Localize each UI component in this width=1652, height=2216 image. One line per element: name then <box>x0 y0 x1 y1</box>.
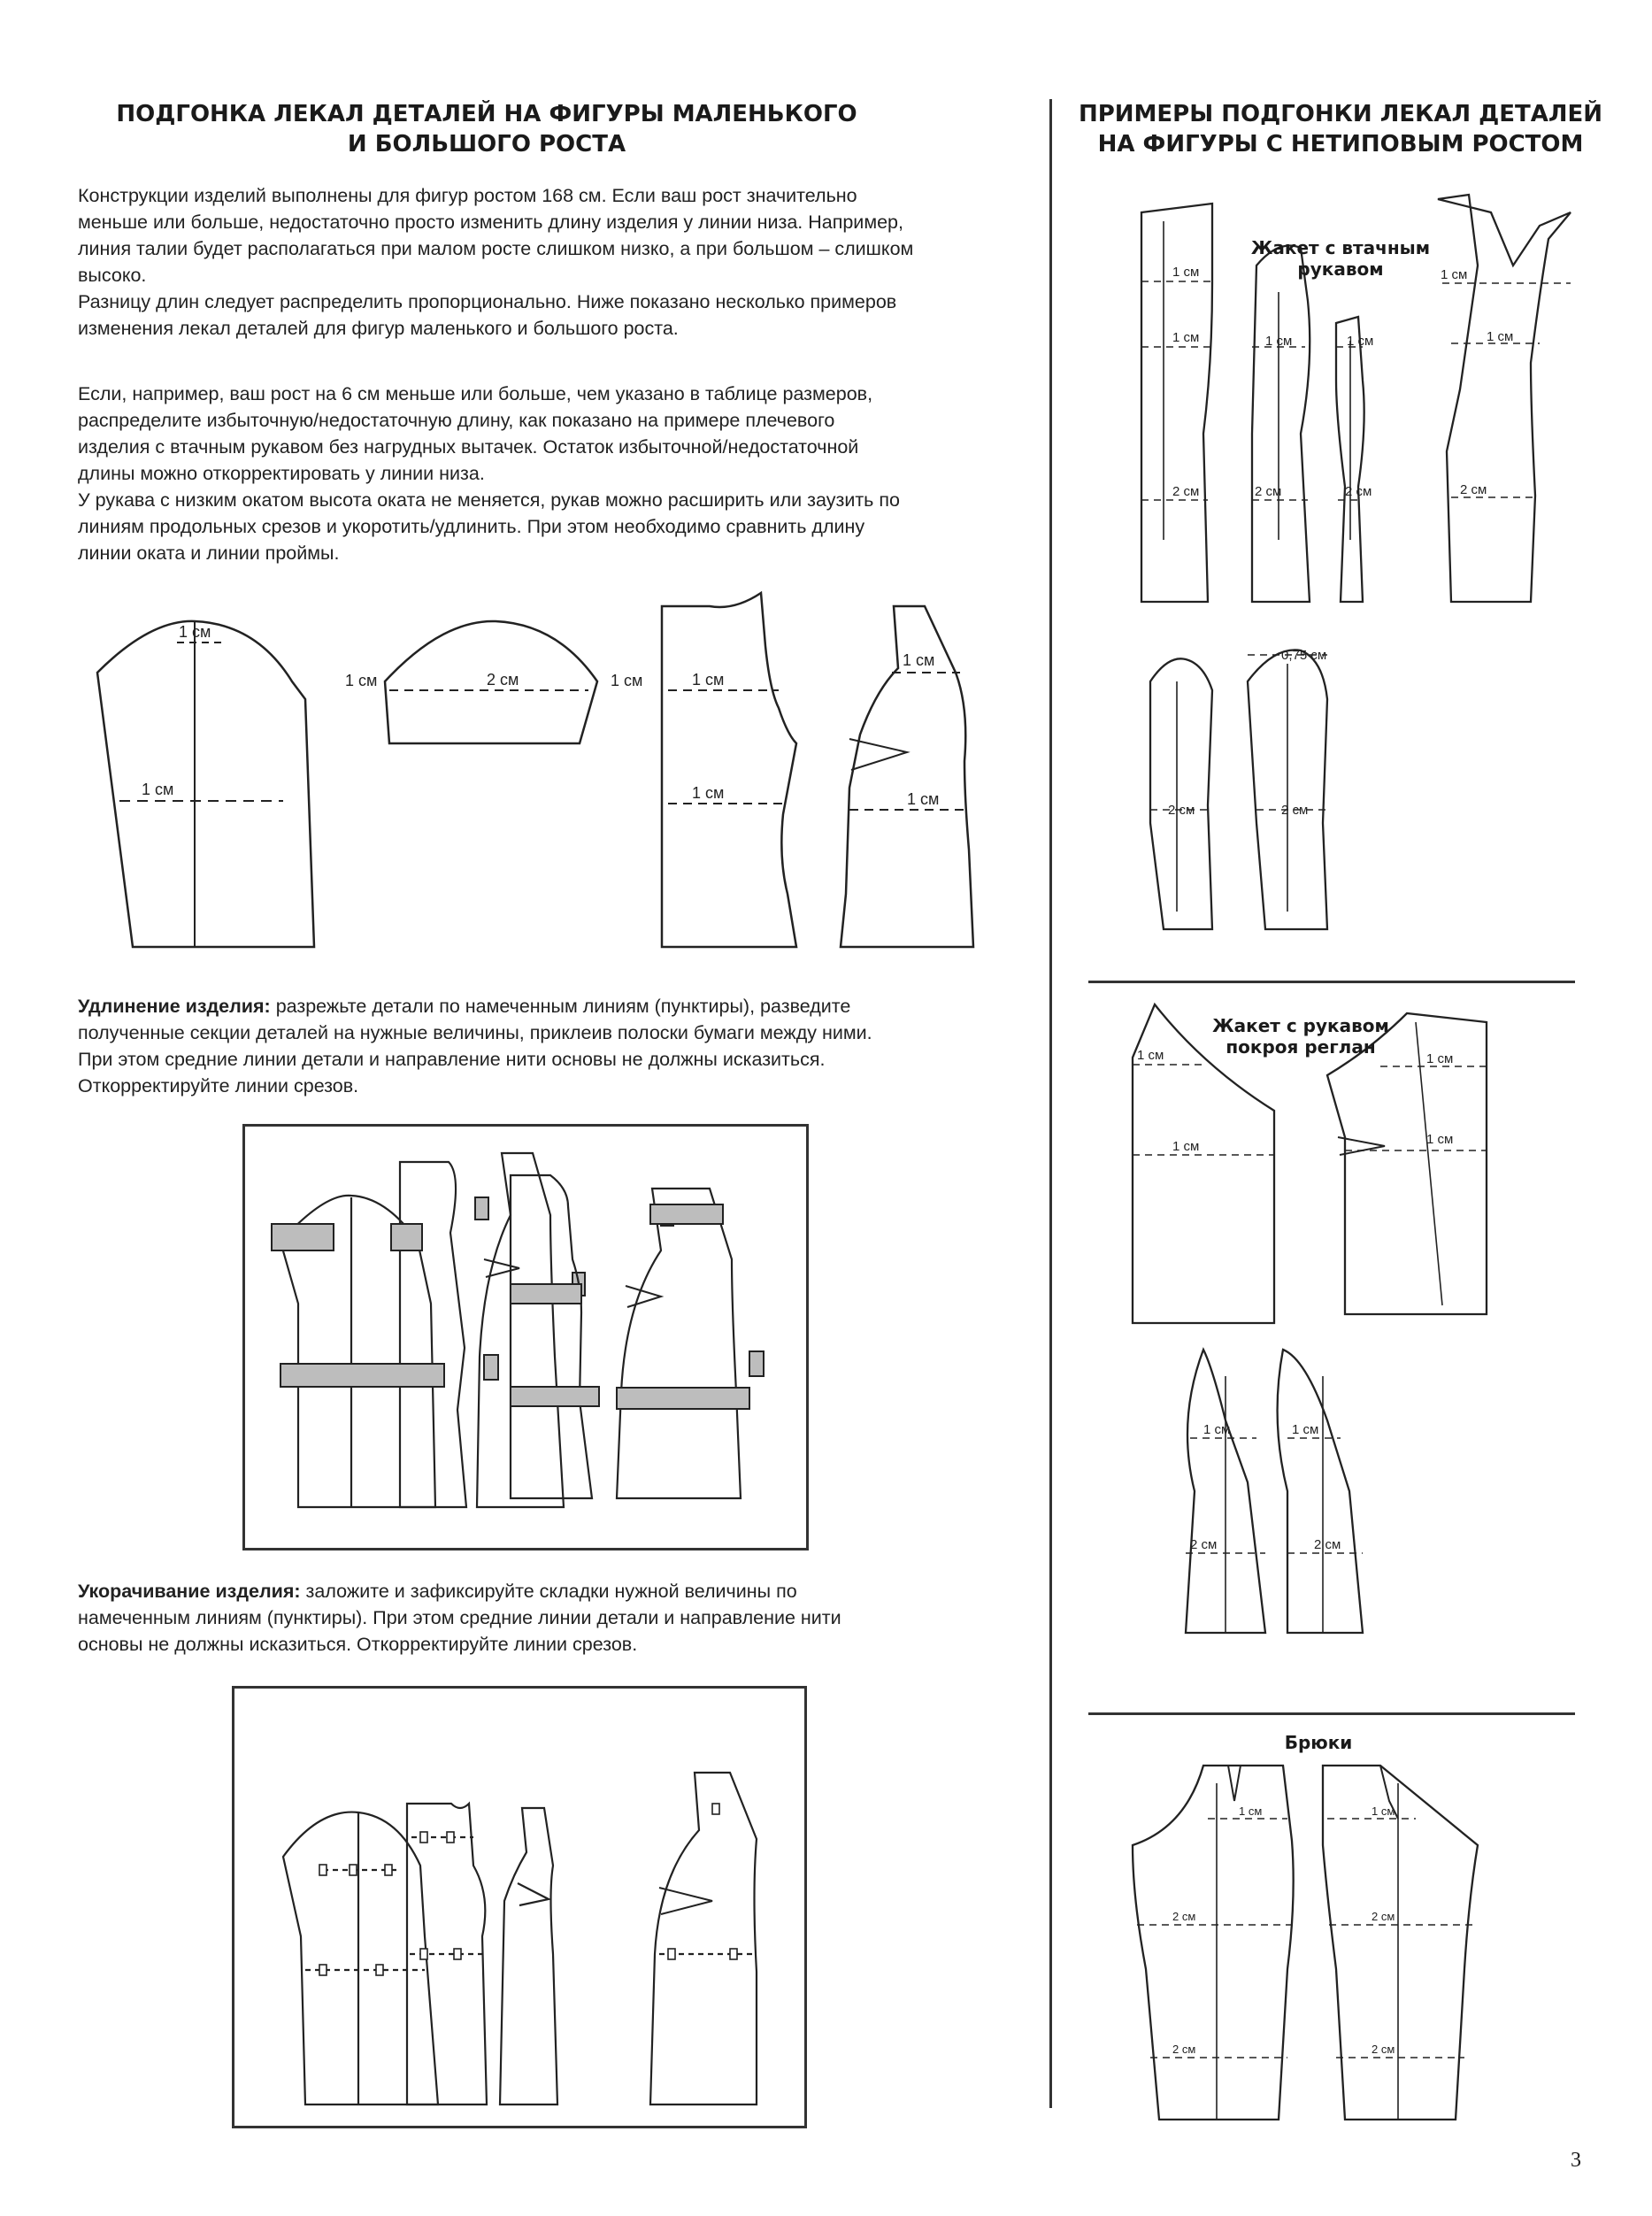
label: 2 см <box>1372 1910 1395 1923</box>
label-back-lower: 1 см <box>692 784 725 802</box>
text-line: полученные секции деталей на нужные величины, приклеив полоски бумаги между ними. <box>78 1022 872 1043</box>
pattern-adjustment-diagram <box>80 584 1018 965</box>
label: 1 см <box>1487 329 1514 344</box>
label: 2 см <box>1345 484 1372 499</box>
text-line: линия талии будет располагаться при малом росте слишком низко, а при большом – слишком <box>78 238 914 259</box>
section-divider <box>1088 1712 1575 1715</box>
jacket-set-in-sleeve-diagram <box>1088 186 1637 965</box>
label-front-lower: 1 см <box>907 790 940 808</box>
paper-strip <box>484 1355 498 1380</box>
label: 2 см <box>1172 1910 1196 1923</box>
right-title-line: НА ФИГУРЫ С НЕТИПОВЫМ РОСТОМ <box>1097 131 1584 158</box>
label: 2 см <box>1172 484 1200 499</box>
label-cap-mid: 2 см <box>487 671 519 689</box>
page-number: 3 <box>1571 2149 1581 2172</box>
text-line: длины можно откорректировать у линии низа. <box>78 463 485 484</box>
paper-strip <box>280 1364 444 1387</box>
label: 1 см <box>1137 1048 1164 1063</box>
text-line: При этом средние линии детали и направление нити основы не должны исказиться. <box>78 1049 826 1070</box>
label: 2 см <box>1281 803 1309 818</box>
label-sleeve-top: 1 см <box>179 623 211 641</box>
label: 2 см <box>1372 2043 1395 2056</box>
shortening-diagram <box>234 1689 804 2126</box>
text-line: намеченным линиям (пунктиры). При этом средние линии детали и направление нити <box>78 1607 841 1628</box>
label: 1 см <box>1239 1804 1263 1818</box>
label: 2 см <box>1255 484 1282 499</box>
text-line: Если, например, ваш рост на 6 см меньше или больше, чем указано в таблице размеров, <box>78 383 873 404</box>
text-line: У рукава с низким окатом высота оката не меняется, рукав можно расширить или заузить по <box>78 489 900 511</box>
trousers-diagram <box>1124 1757 1495 2133</box>
paper-strip <box>272 1224 334 1250</box>
label-cap-left: 1 см <box>345 672 378 689</box>
sleeve-pattern <box>97 621 314 947</box>
label: 1 см <box>1372 1804 1395 1818</box>
shortening-figure-box <box>232 1686 807 2128</box>
label: 1 см <box>1172 330 1200 345</box>
label: 2 см <box>1190 1537 1218 1552</box>
text-line: разрежьте детали по намеченным линиям (пунктиры), разведите <box>270 996 851 1017</box>
label-cap-right: 1 см <box>611 672 643 689</box>
jacket-raglan-diagram <box>1115 996 1610 1668</box>
label: 1 см <box>1172 265 1200 280</box>
label: 0,75 см <box>1281 648 1327 663</box>
paper-strip <box>475 1197 488 1220</box>
lengthening-diagram <box>245 1127 806 1548</box>
lengthen-heading: Удлинение изделия: <box>78 996 271 1017</box>
text-line: заложите и зафиксируйте складки нужной величины по <box>300 1581 797 1602</box>
text-line: основы не должны исказиться. Откорректируйте линии срезов. <box>78 1634 638 1655</box>
label: 2 см <box>1172 2043 1196 2056</box>
label: 2 см <box>1168 803 1195 818</box>
label: 1 см <box>1265 334 1293 349</box>
trousers-caption: Брюки <box>1284 1732 1353 1753</box>
paper-strip <box>391 1224 422 1250</box>
text-line: линиям продольных срезов и укоротить/удлинить. При этом необходимо сравнить длину <box>78 516 865 537</box>
left-title-line: И БОЛЬШОГО РОСТА <box>347 131 626 158</box>
label-back-upper: 1 см <box>692 671 725 689</box>
right-title <box>1062 99 1619 159</box>
column-divider <box>1049 99 1052 2108</box>
label: 1 см <box>1347 334 1374 349</box>
label: 2 см <box>1460 482 1487 497</box>
label-front-upper: 1 см <box>903 651 935 669</box>
label: 1 см <box>1426 1051 1454 1066</box>
shortening-paragraph <box>78 1578 998 1658</box>
lengthening-figure-box <box>242 1124 809 1550</box>
label: 1 см <box>1441 267 1468 282</box>
height-paragraph <box>78 381 998 566</box>
jacket-raglan-caption: Жакет с рукавом покроя реглан <box>1212 1015 1389 1058</box>
section-divider <box>1088 981 1575 983</box>
text-line: изделия с втачным рукавом без нагрудных вытачек. Остаток избыточной/недостаточной <box>78 436 859 458</box>
text-line: меньше или больше, недостаточно просто изменить длину изделия у линии низа. Например, <box>78 212 903 233</box>
shorten-heading: Укорачивание изделия: <box>78 1581 301 1602</box>
left-title <box>88 99 885 159</box>
label: 1 см <box>1203 1422 1231 1437</box>
text-line: Откорректируйте линии срезов. <box>78 1075 359 1096</box>
text-line: Разницу длин следует распределить пропорционально. Ниже показано несколько примеров <box>78 291 897 312</box>
text-line: распределите избыточную/недостаточную длину, как показано на примере плечевого <box>78 410 835 431</box>
text-line: Конструкции изделий выполнены для фигур ростом 168 см. Если ваш рост значительно <box>78 185 857 206</box>
left-title-line: ПОДГОНКА ЛЕКАЛ ДЕТАЛЕЙ НА ФИГУРЫ МАЛЕНЬКОГО <box>116 101 857 127</box>
back-bodice-pattern <box>662 593 796 947</box>
label: 2 см <box>1314 1537 1341 1552</box>
paper-strip <box>749 1351 764 1376</box>
jacket-set-in-sleeve-caption: Жакет с втачным рукавом <box>1250 237 1431 280</box>
text-line: изменения лекал деталей для фигур маленького и большого роста. <box>78 318 679 339</box>
lengthening-paragraph <box>78 993 998 1099</box>
label: 1 см <box>1292 1422 1319 1437</box>
text-line: линии оката и линии проймы. <box>78 542 340 564</box>
intro-paragraph <box>78 182 998 342</box>
label: 1 см <box>1426 1132 1454 1147</box>
right-title-line: ПРИМЕРЫ ПОДГОНКИ ЛЕКАЛ ДЕТАЛЕЙ <box>1078 101 1603 127</box>
text-line: высоко. <box>78 265 147 286</box>
label: 1 см <box>1172 1139 1200 1154</box>
label-sleeve-mid: 1 см <box>142 781 174 798</box>
